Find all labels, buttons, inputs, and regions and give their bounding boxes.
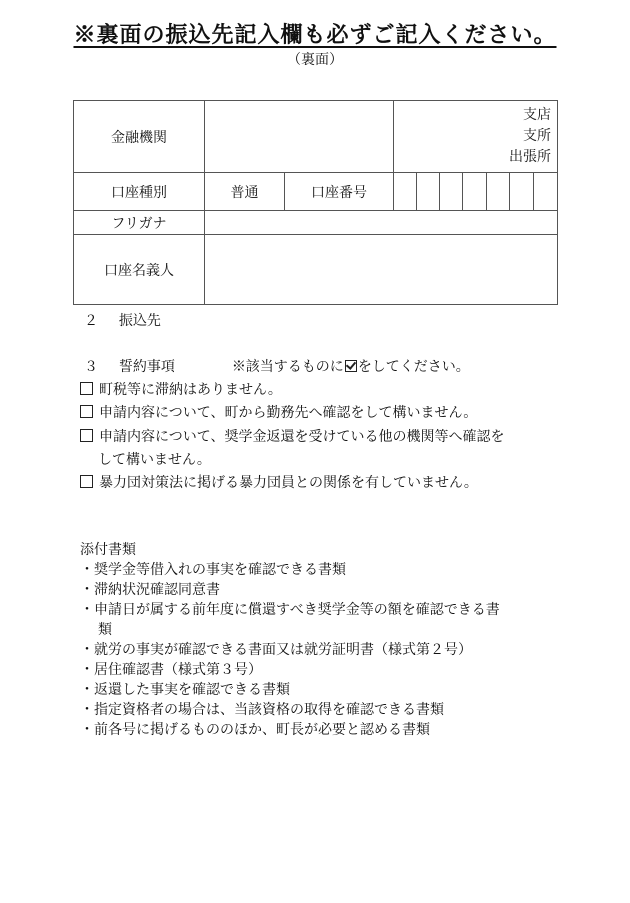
account-digit-cell[interactable] (440, 173, 463, 211)
attachment-item: ・返還した事実を確認できる書類 (80, 682, 290, 698)
branch-option: 出張所 (509, 149, 551, 165)
section-3-instruction-pre: ※該当するものに (231, 359, 344, 375)
attachment-item: ・前各号に掲げるもののほか、町長が必要と認める書類 (80, 722, 430, 738)
attachment-item: ・滞納状況確認同意書 (80, 582, 220, 598)
pledge-item-text: 暴力団対策法に掲げる暴力団員との関係を有していません。 (99, 475, 478, 491)
attachments-heading: 添付書類 (80, 542, 136, 558)
attachment-item: ・指定資格者の場合は、当該資格の取得を確認できる書類 (80, 702, 444, 718)
attachment-item-continuation: 類 (98, 622, 112, 638)
pledge-item (80, 379, 282, 399)
account-digit-cell[interactable] (417, 173, 440, 211)
section-2-heading (84, 310, 161, 330)
pledge-checkbox[interactable] (80, 475, 93, 488)
attachment-item: ・奨学金等借入れの事実を確認できる書類 (80, 562, 346, 578)
account-number-label: 口座番号 (285, 173, 394, 211)
pledge-item-text: 申請内容について、奨学金返還を受けている他の機関等へ確認を (99, 429, 505, 445)
section-2-label: 振込先 (118, 313, 161, 329)
section-3-heading (84, 356, 470, 376)
attachment-item: ・居住確認書（様式第３号） (80, 662, 262, 678)
account-digit-cell[interactable] (534, 173, 558, 211)
pledge-item (80, 402, 477, 422)
pledge-item-text: 町税等に滞納はありません。 (99, 382, 282, 398)
account-digit-cell[interactable] (487, 173, 510, 211)
section-2-number: ２ (84, 313, 98, 329)
branch-option: 支店 (523, 107, 551, 123)
pledge-checkbox[interactable] (80, 405, 93, 418)
section-3-number: ３ (84, 359, 98, 375)
page-title: ※裏面の振込先記入欄も必ずご記入ください。 (73, 22, 557, 48)
bank-label: 金融機関 (74, 101, 205, 173)
pledge-item (80, 472, 478, 492)
account-holder-field[interactable] (205, 235, 558, 305)
bank-account-table (73, 100, 558, 305)
section-3-label: 誓約事項 (118, 359, 175, 375)
page-subtitle: （裏面） (287, 52, 343, 68)
attachment-item: ・申請日が属する前年度に償還すべき奨学金等の額を確認できる書 (80, 602, 500, 618)
pledge-item (80, 426, 504, 446)
account-digit-cell[interactable] (463, 173, 487, 211)
account-digit-cell[interactable] (510, 173, 534, 211)
section-3-instruction-post: をしてください。 (357, 359, 470, 375)
account-holder-label: 口座名義人 (74, 235, 205, 305)
pledge-checkbox[interactable] (80, 382, 93, 395)
attachment-item: ・就労の事実が確認できる書面又は就労証明書（様式第２号） (80, 642, 472, 658)
pledge-item-continuation: して構いません。 (98, 452, 211, 468)
furigana-label: フリガナ (74, 211, 205, 235)
account-type-value[interactable]: 普通 (205, 173, 285, 211)
branch-field[interactable] (394, 101, 558, 173)
pledge-checkbox[interactable] (80, 429, 93, 442)
checkmark-icon (345, 360, 357, 372)
account-digit-cell[interactable] (394, 173, 417, 211)
furigana-field[interactable] (205, 211, 558, 235)
account-type-label: 口座種別 (74, 173, 205, 211)
branch-option: 支所 (523, 128, 551, 144)
bank-name-field[interactable] (205, 101, 394, 173)
pledge-item-text: 申請内容について、町から勤務先へ確認をして構いません。 (99, 405, 478, 421)
